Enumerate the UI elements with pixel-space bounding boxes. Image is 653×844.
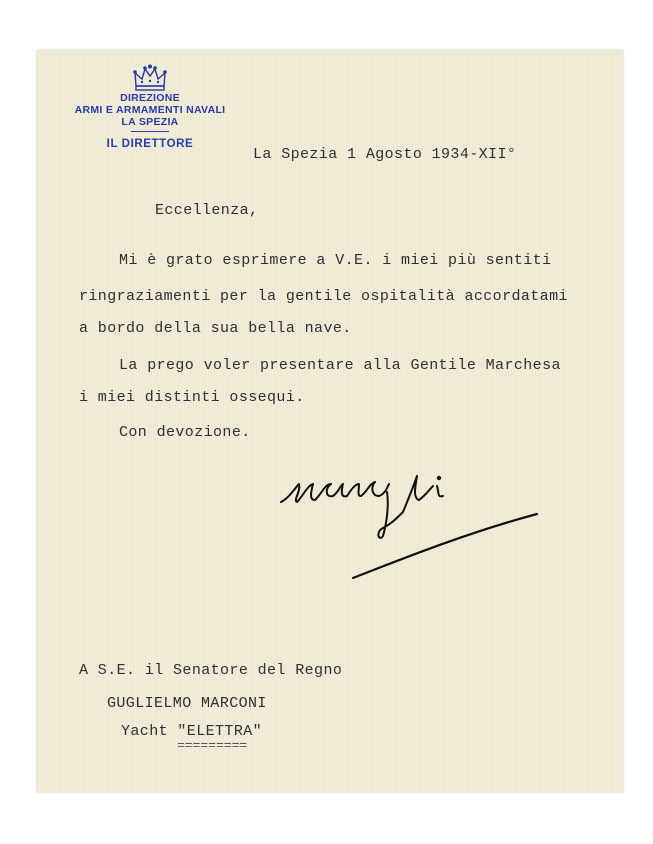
body-line-5: i miei distinti ossequi. [79, 389, 305, 406]
letterhead-line-2: ARMI E ARMAMENTI NAVALI [74, 104, 226, 116]
letter-date: La Spezia 1 Agosto 1934-XII° [253, 146, 517, 163]
body-line-3: a bordo della sua bella nave. [79, 320, 352, 337]
recipient-name: GUGLIELMO MARCONI [107, 695, 267, 712]
letter-salutation: Eccellenza, [155, 202, 259, 219]
recipient-yacht: Yacht "ELETTRA" [121, 723, 263, 740]
body-line-4: La prego voler presentare alla Gentile Marchesa [119, 357, 561, 374]
closing-line: Con devozione. [119, 424, 251, 441]
letterhead-line-1: DIREZIONE [120, 92, 180, 104]
letter-sheet [37, 50, 623, 792]
letterhead-title: IL DIRETTORE [106, 138, 194, 150]
recipient-line-1: A S.E. il Senatore del Regno [79, 662, 343, 679]
letterhead [65, 64, 235, 150]
crown-icon [132, 64, 168, 92]
handwritten-signature [279, 470, 539, 595]
yacht-underline: ========= [177, 738, 248, 753]
body-line-2: ringraziamenti per la gentile ospitalità accordatami [79, 288, 568, 305]
body-line-1: Mi è grato esprimere a V.E. i miei più sentiti [119, 252, 552, 269]
letterhead-rule [131, 131, 169, 132]
letterhead-line-3: LA SPEZIA [121, 116, 179, 128]
